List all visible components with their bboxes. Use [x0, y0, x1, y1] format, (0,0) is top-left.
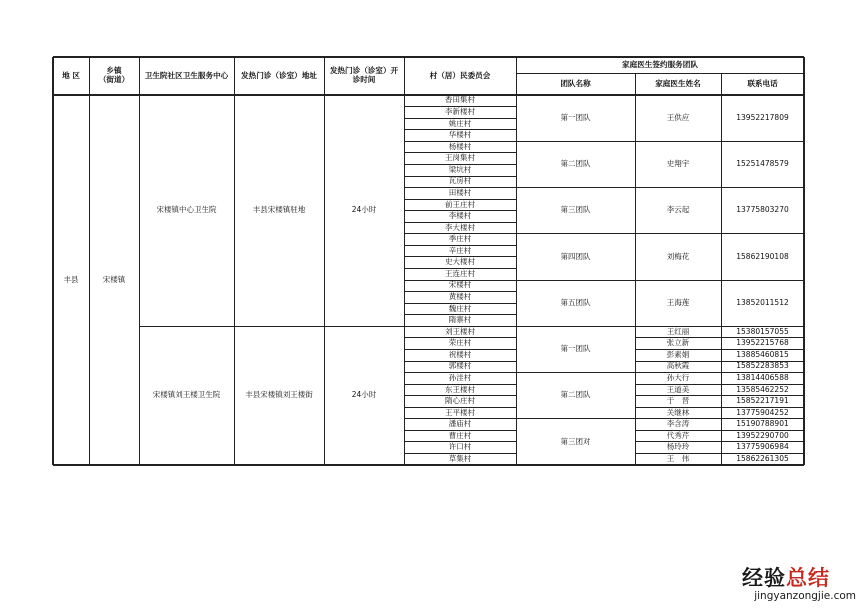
rule-h [404, 256, 516, 257]
rule-h [139, 326, 804, 327]
rule-h [404, 418, 516, 419]
doctor-name: 于 晋 [666, 396, 690, 406]
watermark-url: jingyanzongjie.com [754, 590, 856, 602]
village-name: 宋楼村 [448, 280, 472, 290]
village-name: 瓦房村 [448, 176, 472, 186]
doctor-name: 王 伟 [666, 453, 690, 463]
header-team-group: 家庭医生签约服务团队 [622, 59, 698, 69]
clinic-address: 丰县宋楼镇驻地 [252, 205, 306, 215]
village-name: 梁坑村 [448, 164, 472, 174]
rule-v [234, 57, 235, 465]
rule-h [404, 222, 516, 223]
area-cell: 丰县 [63, 274, 79, 284]
hospital-name: 宋楼镇刘王楼卫生院 [152, 390, 221, 400]
phone-number: 15190788901 [736, 419, 789, 429]
phone-number: 13952217809 [736, 112, 789, 122]
phone-number: 15862261305 [736, 453, 789, 463]
rule-h [404, 187, 516, 188]
team-name: 第二团队 [560, 159, 591, 169]
village-name: 黄楼村 [448, 292, 472, 302]
rule-h [404, 129, 516, 130]
doctor-name: 孙大行 [666, 372, 690, 382]
village-name: 祝楼村 [448, 349, 472, 359]
rule-v [803, 57, 804, 465]
header-team-name: 团队名称 [560, 78, 591, 88]
clinic-address: 丰县宋楼镇刘王楼街 [245, 390, 313, 400]
team-name: 第三团队 [560, 205, 591, 215]
rule-h [404, 291, 516, 292]
rule-h [635, 407, 804, 408]
hospital-name: 宋楼镇中心卫生院 [156, 205, 217, 215]
rule-h [404, 176, 516, 177]
rule-h [404, 152, 516, 153]
village-name: 季庄村 [448, 234, 472, 244]
doctor-name: 王海莲 [666, 297, 690, 307]
town-cell: 宋楼镇 [102, 274, 126, 284]
phone-number: 13775803270 [736, 205, 789, 215]
doctor-name: 王红丽 [666, 326, 690, 336]
rule-h [404, 233, 516, 234]
phone-number: 13885460815 [736, 349, 789, 359]
village-name: 香田集村 [445, 95, 475, 105]
village-name: 荣庄村 [448, 338, 472, 348]
rule-h [404, 164, 516, 165]
rule-h [516, 280, 804, 281]
rule-h [404, 106, 516, 107]
rule-h [404, 118, 516, 119]
phone-number: 15852217191 [736, 396, 789, 406]
rule-h [635, 361, 804, 362]
rule-v [139, 57, 140, 465]
doctor-name: 彭素娟 [666, 349, 690, 359]
rule-h [635, 349, 804, 350]
doctor-name: 关继林 [666, 407, 690, 417]
rule-h [516, 73, 804, 74]
village-name: 杨楼村 [448, 141, 472, 151]
rule-v [404, 57, 405, 465]
phone-number: 13585462252 [736, 384, 789, 394]
rule-h [404, 314, 516, 315]
rule-h [53, 464, 804, 465]
watermark-title [742, 562, 830, 592]
rule-h [516, 141, 804, 142]
phone-number: 13952290700 [736, 430, 789, 440]
watermark-title-red: 总结 [786, 566, 830, 590]
header-village: 村（居）民委员会 [429, 70, 491, 80]
village-name: 华楼村 [448, 130, 472, 140]
village-name: 田楼村 [448, 187, 472, 197]
rule-h [404, 303, 516, 304]
rule-h [635, 384, 804, 385]
phone-number: 13952215768 [736, 338, 789, 348]
team-name: 第二团队 [560, 390, 591, 400]
rule-h [404, 361, 516, 362]
team-name: 第四团队 [560, 251, 591, 261]
doctor-name: 王供应 [666, 112, 690, 122]
phone-number: 15251478579 [736, 159, 789, 169]
rule-h [404, 384, 516, 385]
doctor-name: 杨玲玲 [666, 442, 690, 452]
header-clinic-address: 发热门诊（诊室）地址 [241, 70, 317, 80]
phone-number: 15852283853 [736, 361, 789, 371]
village-name: 姚庄村 [448, 118, 472, 128]
header-doctor-name: 家庭医生姓名 [655, 78, 701, 88]
rule-h [635, 430, 804, 431]
doctor-name: 史翔宇 [666, 159, 690, 169]
village-name: 李楼村 [448, 211, 472, 221]
village-name: 曹庄村 [448, 430, 472, 440]
village-name: 草集村 [448, 453, 472, 463]
rule-h [404, 349, 516, 350]
village-name: 郭楼村 [448, 361, 472, 371]
header-clinic-hours: 发热门诊（诊室）开诊时间 [329, 66, 399, 84]
header-town: 乡镇 （街道） [98, 66, 130, 84]
phone-number: 13775906984 [736, 442, 789, 452]
village-name: 王平楼村 [445, 407, 475, 417]
doctor-name: 李含涛 [666, 419, 690, 429]
rule-h [53, 56, 804, 57]
village-name: 前王庄村 [445, 199, 475, 209]
rule-h [53, 94, 804, 95]
village-name: 隋寨村 [448, 315, 472, 325]
village-name: 东王楼村 [445, 384, 475, 394]
rule-v [516, 57, 517, 465]
village-name: 李新楼村 [445, 107, 475, 117]
clinic-hours: 24小时 [351, 390, 377, 400]
header-area: 地 区 [62, 70, 80, 80]
doctor-name: 代秀芹 [666, 430, 690, 440]
rule-h [516, 187, 804, 188]
rule-h [404, 337, 516, 338]
rule-h [516, 233, 804, 234]
rule-h [404, 453, 516, 454]
doctor-name: 李云起 [666, 205, 690, 215]
doctor-name: 高秋霞 [666, 361, 690, 371]
rule-h [635, 453, 804, 454]
doctor-name: 王道美 [666, 384, 690, 394]
rule-h [404, 407, 516, 408]
rule-h [516, 418, 804, 419]
team-name: 第五团队 [560, 297, 591, 307]
rule-v [324, 57, 325, 465]
village-name: 刘王楼村 [445, 326, 475, 336]
phone-number: 13852011512 [736, 297, 789, 307]
rule-h [404, 199, 516, 200]
rule-h [404, 395, 516, 396]
site-watermark [728, 560, 864, 611]
rule-v [635, 73, 636, 465]
doctor-name: 刘梅花 [666, 251, 690, 261]
rule-h [404, 210, 516, 211]
doctor-name: 张立新 [666, 338, 690, 348]
rule-h [404, 141, 516, 142]
rule-h [404, 372, 516, 373]
village-name: 王岗集村 [445, 153, 475, 163]
watermark-title-black: 经验 [742, 566, 786, 590]
village-name: 李大楼村 [445, 222, 475, 232]
header-phone: 联系电话 [747, 78, 778, 88]
rule-v [52, 57, 53, 465]
village-name: 许口村 [448, 442, 472, 452]
rule-h [635, 395, 804, 396]
clinic-hours: 24小时 [351, 205, 377, 215]
village-name: 孙洼村 [448, 372, 472, 382]
rule-v [89, 57, 90, 465]
rule-h [404, 441, 516, 442]
rule-h [516, 372, 804, 373]
team-name: 第一团队 [560, 344, 591, 354]
rule-h [404, 268, 516, 269]
phone-number: 15862190108 [736, 251, 789, 261]
phone-number: 13814406588 [736, 372, 789, 382]
village-name: 魏庄村 [448, 303, 472, 313]
rule-h [404, 430, 516, 431]
phone-number: 15380157055 [736, 326, 789, 336]
village-name: 隋心庄村 [445, 396, 475, 406]
team-name: 第一团队 [560, 112, 591, 122]
rule-h [404, 280, 516, 281]
village-name: 潘庙村 [448, 419, 472, 429]
village-name: 王连庄村 [445, 268, 475, 278]
village-name: 辛庄村 [448, 245, 472, 255]
team-name: 第三团对 [560, 436, 591, 446]
rule-h [635, 337, 804, 338]
rule-h [635, 441, 804, 442]
village-name: 史大楼村 [445, 257, 475, 267]
rule-v [721, 73, 722, 465]
header-hospital: 卫生院社区卫生服务中心 [144, 70, 229, 80]
phone-number: 13775904252 [736, 407, 789, 417]
rule-h [404, 245, 516, 246]
